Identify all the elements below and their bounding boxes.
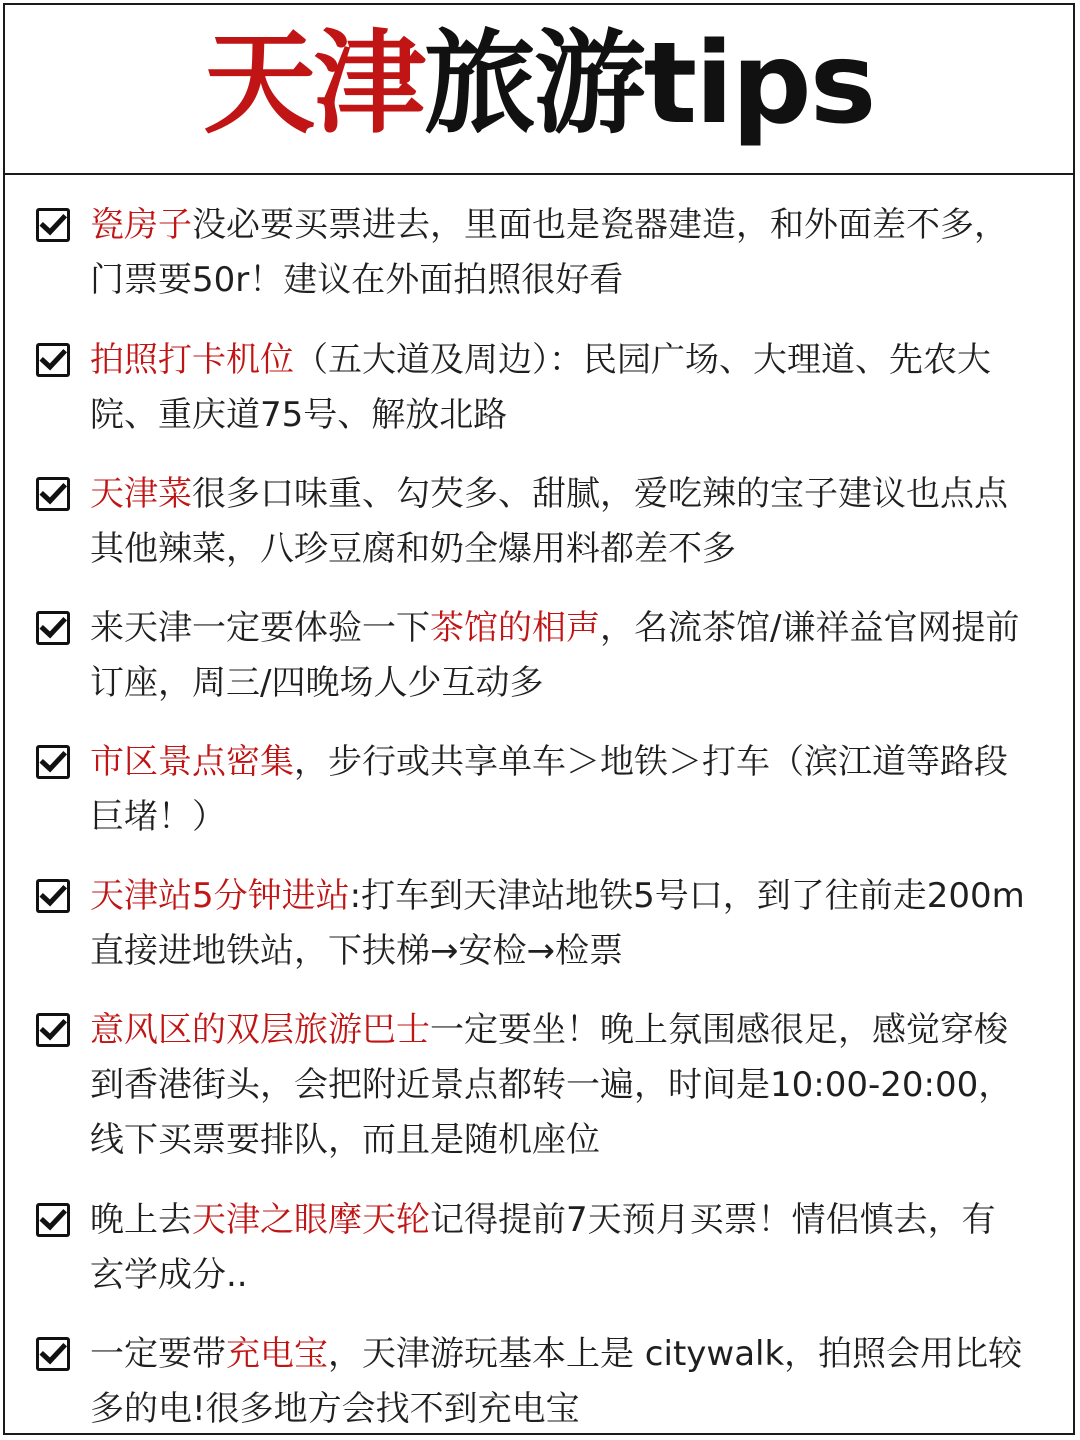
tip-body-text: ，天津游玩基本上是 citywalk，拍照会用比较多的电!很多地方会找不到充电宝 xyxy=(90,1334,1023,1429)
title-bar xyxy=(3,3,1075,175)
tip-highlight-text: 拍照打卡机位 xyxy=(90,340,294,380)
checkbox-checked-icon xyxy=(36,1013,70,1047)
checkbox-checked-icon xyxy=(36,477,70,511)
title-rest: 旅游tips xyxy=(423,19,875,149)
checkbox-checked-icon xyxy=(36,1203,70,1237)
tip-highlight-text: 天津站5分钟进站 xyxy=(90,876,350,916)
tip-text xyxy=(90,869,1025,979)
tip-text xyxy=(90,1327,1025,1437)
checkbox-checked-icon xyxy=(36,1337,70,1371)
title-highlight: 天津 xyxy=(203,19,424,149)
tip-body-text: 一定要带 xyxy=(90,1334,226,1374)
tip-body-text: :打车到天津站地铁5号口，到了往前走200m直接进地铁站，下扶梯→安检→检票 xyxy=(90,876,1025,971)
tip-text xyxy=(90,1193,1025,1303)
tip-body-text: 很多口味重、勾芡多、甜腻，爱吃辣的宝子建议也点点其他辣菜，八珍豆腐和奶全爆用料都差不多 xyxy=(90,474,1008,569)
tip-highlight-text: 天津菜 xyxy=(90,474,192,514)
tip-highlight-text: 充电宝 xyxy=(226,1334,328,1374)
tip-body-text: 没必要买票进去，里面也是瓷器建造，和外面差不多，门票要50r！建议在外面拍照很好看 xyxy=(90,205,1008,300)
checkbox-checked-icon xyxy=(36,208,70,242)
tip-highlight-text: 茶馆的相声 xyxy=(430,608,600,648)
page-title xyxy=(203,19,875,149)
tip-body-text: （五大道及周边）：民园广场、大理道、先农大院、重庆道75号、解放北路 xyxy=(90,340,991,435)
tip-body-text: 晚上去 xyxy=(90,1200,192,1240)
checkbox-checked-icon xyxy=(36,745,70,779)
tip-body-text: 一定要坐！晚上氛围感很足，感觉穿梭到香港街头，会把附近景点都转一遍，时间是10:00-20:00，线下买票要排队，而且是随机座位 xyxy=(90,1010,1013,1160)
tip-text xyxy=(90,1003,1025,1168)
tip-body-text: ，名流茶馆/谦祥益官网提前订座，周三/四晚场人少互动多 xyxy=(90,608,1020,703)
tip-highlight-text: 天津之眼摩天轮 xyxy=(192,1200,430,1240)
tip-text xyxy=(90,601,1025,711)
tip-body-text: 来天津一定要体验一下 xyxy=(90,608,430,648)
tip-text xyxy=(90,333,1025,443)
tip-text xyxy=(90,735,1025,845)
tip-text xyxy=(90,467,1025,577)
tip-body-text: ，步行或共享单车＞地铁＞打车（滨江道等路段巨堵！） xyxy=(90,742,1008,837)
tip-text xyxy=(90,198,1025,308)
checkbox-checked-icon xyxy=(36,343,70,377)
tip-body-text: 记得提前7天预月买票！情侣慎去，有玄学成分.. xyxy=(90,1200,996,1295)
checkbox-checked-icon xyxy=(36,611,70,645)
checkbox-checked-icon xyxy=(36,879,70,913)
tip-highlight-text: 意风区的双层旅游巴士 xyxy=(90,1010,430,1050)
tip-highlight-text: 瓷房子 xyxy=(90,205,192,245)
tip-highlight-text: 市区景点密集 xyxy=(90,742,294,782)
